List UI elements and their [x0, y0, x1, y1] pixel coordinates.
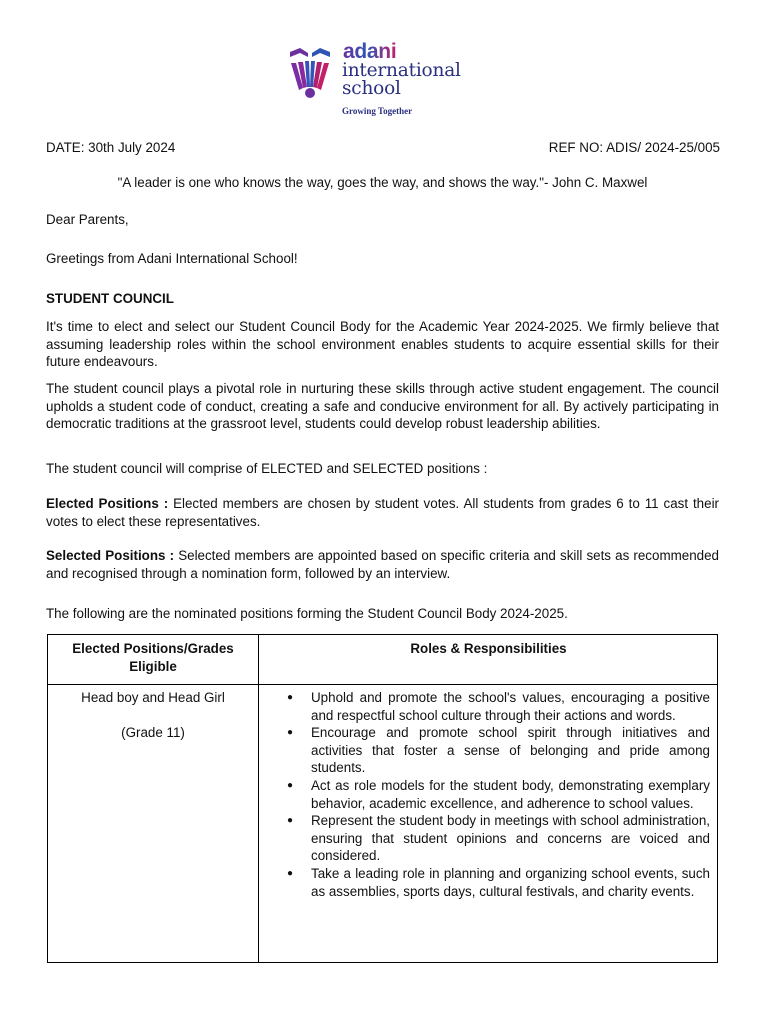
list-item: ● Represent the student body in meetings with school administration, ensuring that student opinions and concerns are voiced and considered. — [286, 812, 710, 865]
logo-line-school: school — [342, 78, 401, 99]
section-heading: STUDENT COUNCIL — [46, 291, 174, 306]
reference-number: REF NO: ADIS/ 2024-25/005 — [548, 140, 720, 155]
logo-brand-text: adani — [343, 40, 397, 63]
list-item: ● Encourage and promote school spirit through initiatives and activities that foster a sense of belonging and pride among students. — [286, 724, 710, 777]
letter-date: DATE: 30th July 2024 — [46, 140, 176, 155]
positions-table — [47, 634, 718, 963]
list-item: ● Uphold and promote the school's values, encouraging a positive and respectful school culture through their actions and words. — [286, 689, 710, 724]
table-header-roles: Roles & Responsibilities — [410, 641, 567, 656]
table-cell-position: Head boy and Head Girl — [81, 690, 225, 705]
school-logo — [287, 40, 477, 120]
table-header-positions: Elected Positions/Grades Eligible — [72, 641, 234, 674]
logo-tagline: Growing Together — [342, 106, 413, 116]
responsibilities-list — [286, 689, 710, 900]
school-emblem-icon — [287, 44, 333, 100]
table-cell-grade: (Grade 11) — [121, 725, 185, 740]
salutation: Dear Parents, — [46, 212, 129, 227]
greeting: Greetings from Adani International School! — [46, 251, 298, 266]
paragraph-elected — [46, 495, 719, 530]
paragraph-selected — [46, 547, 719, 582]
paragraph-council-role: The student council plays a pivotal role in nurturing these skills through active student engagement. The council upholds a student code of conduct, creating a safe and conducive environment for all. By actively participating in democratic traditions at the grassroot level, students could develop robust leadership abilities. — [46, 381, 719, 431]
selected-text: Selected members are appointed based on specific criteria and skill sets as recommended and recognised through a nomination form, followed by an interview. — [46, 548, 719, 581]
selected-label: Selected Positions : — [46, 548, 175, 563]
elected-text: Elected members are chosen by student votes. All students from grades 6 to 11 cast their votes to elect these representatives. — [46, 496, 720, 529]
leadership-quote: "A leader is one who knows the way, goes the way, and shows the way."- John C. Maxwel — [117, 175, 648, 190]
list-item: ● Take a leading role in planning and organizing school events, such as assemblies, sports days, cultural festivals, and charity events. — [286, 865, 710, 900]
paragraph-following: The following are the nominated positions forming the Student Council Body 2024-2025. — [46, 606, 568, 621]
elected-label: Elected Positions : — [46, 496, 169, 511]
table-header-divider — [48, 684, 717, 685]
paragraph-positions-intro: The student council will comprise of ELECTED and SELECTED positions : — [46, 461, 488, 476]
paragraph-intro: It's time to elect and select our Student Council Body for the Academic Year 2024-2025. We firmly believe that assuming leadership roles within the school environment enables students to acquire essential skills for their future endeavours. — [46, 319, 719, 369]
logo-line-international: international — [342, 60, 461, 81]
list-item: ● Act as role models for the student body, demonstrating exemplary behavior, academic excellence, and adherence to school values. — [286, 777, 710, 812]
